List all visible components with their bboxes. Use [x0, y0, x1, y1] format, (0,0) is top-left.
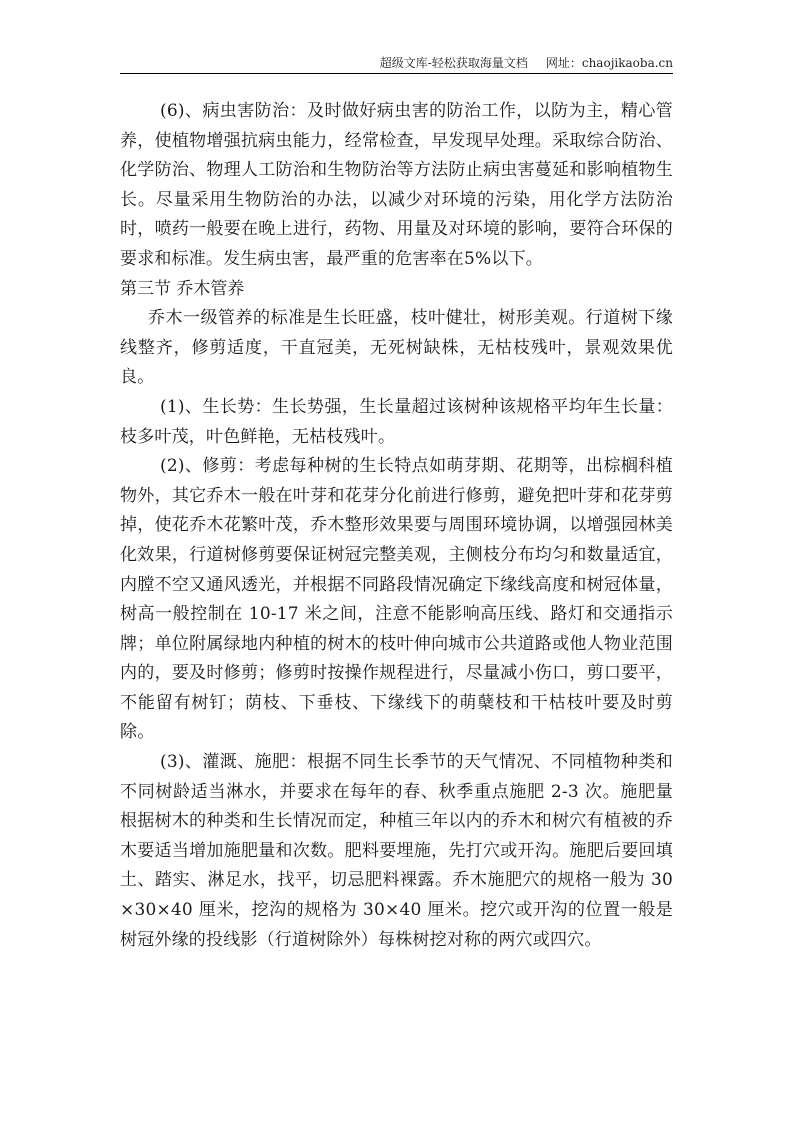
site-url[interactable]: chaojikaoba.cn	[581, 56, 673, 70]
page-header	[120, 55, 673, 74]
header-rule	[120, 73, 673, 74]
paragraph-tree-standard: 乔木一级管养的标准是生长旺盛，枝叶健壮，树形美观。行道树下缘线整齐，修剪适度，干直冠美，无死树缺株，无枯枝残叶，景观效果优良。	[120, 308, 673, 388]
paragraph-pruning: (2)、修剪：考虑每种树的生长特点如萌芽期、花期等，出棕榈科植物外，其它乔木一般在叶芽和花芽分化前进行修剪，避免把叶芽和花芽剪掉，使花乔木花繁叶茂，乔木整形效果要与周围环境协调，以增强园林美化效果，行道树修剪要保证树冠完整美观，主侧枝分布均匀和数量适宜，内膛不空又通风透光，并根据不同路段情况确定下缘线高度和树冠体量，树高一般控制在 10-17 米之间，注意不能影响高压线、路灯和交通指示牌；单位附属绿地内种植的树木的枝叶伸向城市公共道路或他人物业范围内的，要及时修剪；修剪时按操作规程进行，尽量减小伤口，剪口要平，不能留有树钉；荫枝、下垂枝、下缘线下的萌蘖枝和干枯枝叶要及时剪除。	[120, 456, 673, 743]
paragraph-irrigation-fertilizing: (3)、灌溉、施肥：根据不同生长季节的天气情况、不同植物种类和不同树龄适当淋水，并要求在每年的春、秋季重点施肥 2-3 次。施肥量根据树木的种类和生长情况而定，种植三年以内的乔木和树穴有植被的乔木要适当增加施肥量和次数。肥料要埋施，先打穴或开沟。施肥后要回填土、踏实、淋足水，找平，切忌肥料裸露。乔木施肥穴的规格一般为 30×30×40 厘米，挖沟的规格为 30×40 厘米。挖穴或开沟的位置一般是树冠外缘的投线影（行道树除外）每株树挖对称的两穴或四穴。	[120, 752, 673, 950]
site-title: 超级文库-轻松获取海量文档	[379, 56, 528, 70]
section-title: 第三节 乔木管养	[120, 278, 245, 299]
paragraph-growth: (1)、生长势：生长势强，生长量超过该树种该规格平均年生长量：枝多叶茂，叶色鲜艳，无枯枝残叶。	[120, 396, 673, 447]
document-body	[120, 97, 673, 955]
url-label: 网址：	[545, 56, 582, 70]
paragraph-pest-control: (6)、病虫害防治：及时做好病虫害的防治工作，以防为主，精心管养，使植物增强抗病虫能力，经常检查，早发现早处理。采取综合防治、化学防治、物理人工防治和生物防治等方法防止病虫害蔓延和影响植物生长。尽量采用生物防治的办法，以减少对环境的污染，用化学方法防治时，喷药一般要在晚上进行，药物、用量及对环境的影响，要符合环保的要求和标准。发生病虫害，最严重的危害率在5%以下。	[120, 101, 673, 269]
